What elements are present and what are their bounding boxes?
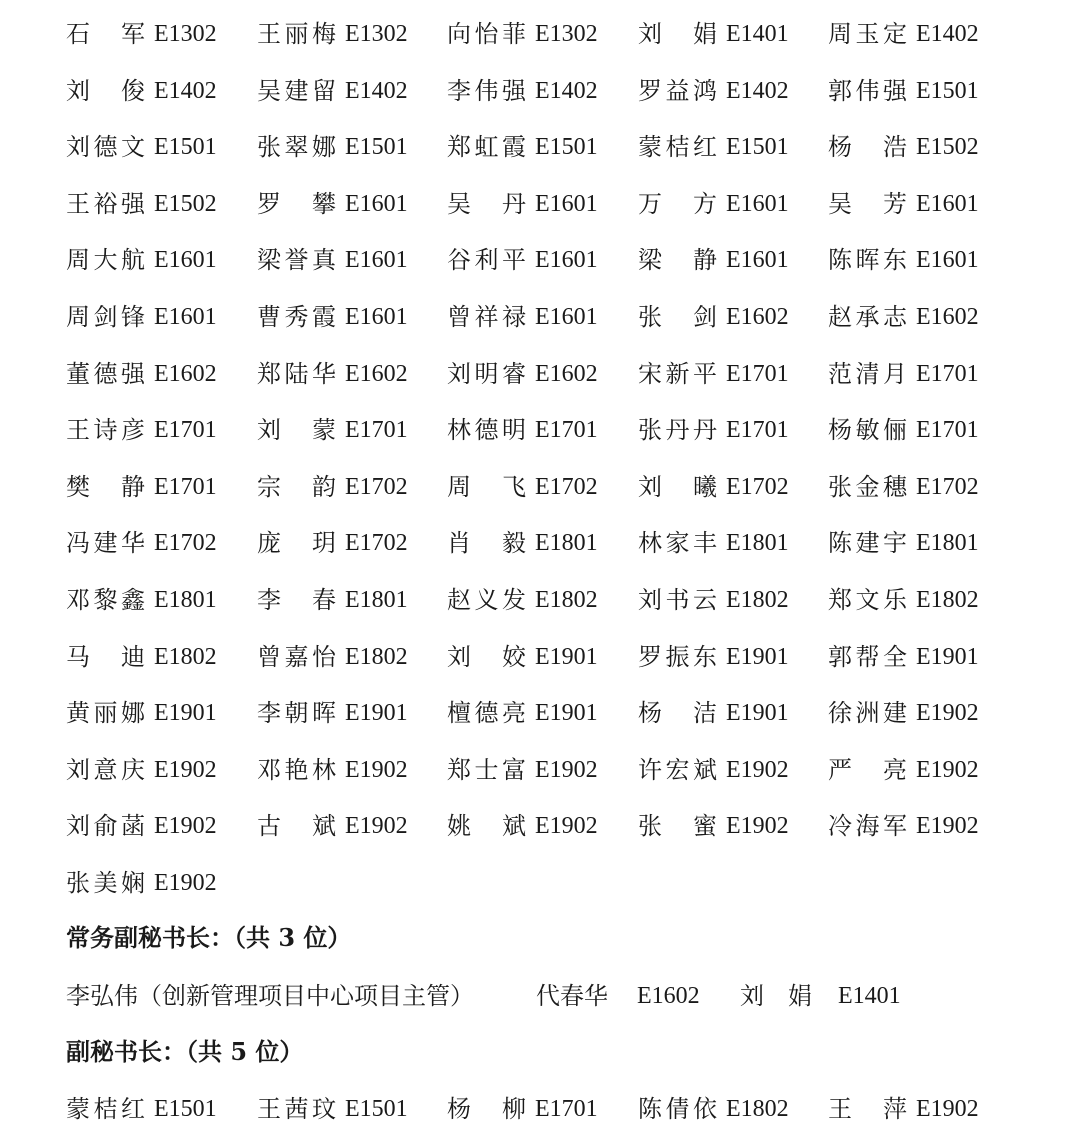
member-row <box>0 863 1080 903</box>
deputy-name: 王 萍 <box>828 1095 908 1123</box>
member-code: E1602 <box>154 361 217 387</box>
member-row <box>0 184 1080 224</box>
deputy-name: 王茜玟 <box>257 1095 337 1123</box>
member-code: E1502 <box>916 134 979 160</box>
member-name: 曾嘉怡 <box>257 643 337 671</box>
member-name: 范清月 <box>828 360 908 388</box>
member-code: E1701 <box>916 361 979 387</box>
member-name: 李 春 <box>257 586 337 614</box>
member-code: E1401 <box>726 21 789 47</box>
member-row <box>0 240 1080 280</box>
member-name: 冯建华 <box>66 529 146 557</box>
exec-deputy-person-3-name: 刘 娟 <box>740 982 812 1010</box>
member-code: E1801 <box>535 530 598 556</box>
member-code: E1902 <box>726 813 789 839</box>
member-name: 曹秀霞 <box>257 303 337 331</box>
member-name: 刘意庆 <box>66 756 146 784</box>
member-row <box>0 806 1080 846</box>
member-code: E1901 <box>345 700 408 726</box>
member-name: 周玉定 <box>828 20 908 48</box>
member-name: 古 斌 <box>257 812 337 840</box>
member-row <box>0 580 1080 620</box>
member-code: E1702 <box>726 474 789 500</box>
member-name: 刘德文 <box>66 133 146 161</box>
member-row <box>0 354 1080 394</box>
member-name: 王丽梅 <box>257 20 337 48</box>
member-code: E1701 <box>154 474 217 500</box>
member-row <box>0 637 1080 677</box>
deputy-code: E1802 <box>726 1096 789 1122</box>
deputy-code: E1501 <box>345 1096 408 1122</box>
member-code: E1602 <box>726 304 789 330</box>
member-code: E1601 <box>535 304 598 330</box>
member-code: E1602 <box>916 304 979 330</box>
member-code: E1602 <box>345 361 408 387</box>
member-name: 张翠娜 <box>257 133 337 161</box>
member-name: 郭伟强 <box>828 77 908 105</box>
member-name: 梁誉真 <box>257 246 337 274</box>
member-code: E1902 <box>154 870 217 896</box>
member-code: E1902 <box>345 757 408 783</box>
member-name: 庞 玥 <box>257 529 337 557</box>
member-name: 刘明睿 <box>447 360 527 388</box>
member-row <box>0 14 1080 54</box>
member-code: E1601 <box>726 247 789 273</box>
member-name: 周 飞 <box>447 473 527 501</box>
member-code: E1601 <box>726 191 789 217</box>
member-name: 林家丰 <box>638 529 718 557</box>
member-name: 刘 曦 <box>638 473 718 501</box>
member-row <box>0 297 1080 337</box>
deputy-row <box>0 1089 1080 1129</box>
member-code: E1901 <box>535 644 598 670</box>
member-name: 杨 浩 <box>828 133 908 161</box>
member-row <box>0 467 1080 507</box>
exec-deputy-person-1: 李弘伟（创新管理项目中心项目主管） <box>66 982 474 1010</box>
member-code: E1501 <box>535 134 598 160</box>
member-name: 冷海军 <box>828 812 908 840</box>
member-code: E1702 <box>345 474 408 500</box>
member-code: E1901 <box>726 700 789 726</box>
member-code: E1902 <box>154 813 217 839</box>
member-name: 李朝晖 <box>257 699 337 727</box>
member-name: 周剑锋 <box>66 303 146 331</box>
member-name: 郑士富 <box>447 756 527 784</box>
member-code: E1902 <box>154 757 217 783</box>
member-row <box>0 693 1080 733</box>
member-row <box>0 523 1080 563</box>
member-name: 王诗彦 <box>66 416 146 444</box>
member-name: 陈晖东 <box>828 246 908 274</box>
member-name: 肖 毅 <box>447 529 527 557</box>
member-code: E1701 <box>154 417 217 443</box>
member-code: E1601 <box>345 247 408 273</box>
member-row <box>0 127 1080 167</box>
member-code: E1802 <box>916 587 979 613</box>
deputy-name: 蒙桔红 <box>66 1095 146 1123</box>
member-code: E1801 <box>345 587 408 613</box>
member-code: E1802 <box>535 587 598 613</box>
member-name: 曾祥禄 <box>447 303 527 331</box>
member-row <box>0 750 1080 790</box>
member-name: 姚 斌 <box>447 812 527 840</box>
member-code: E1501 <box>916 78 979 104</box>
member-name: 谷利平 <box>447 246 527 274</box>
member-name: 郑文乐 <box>828 586 908 614</box>
deputy-name: 陈倩依 <box>638 1095 718 1123</box>
member-name: 严 亮 <box>828 756 908 784</box>
member-name: 刘 俊 <box>66 77 146 105</box>
member-code: E1702 <box>916 474 979 500</box>
member-name: 石 军 <box>66 20 146 48</box>
member-name: 吴 丹 <box>447 190 527 218</box>
member-code: E1902 <box>916 813 979 839</box>
member-name: 樊 静 <box>66 473 146 501</box>
member-code: E1902 <box>726 757 789 783</box>
exec-deputy-person-3-code: E1401 <box>838 983 901 1009</box>
member-name: 张 蜜 <box>638 812 718 840</box>
member-name: 林德明 <box>447 416 527 444</box>
member-name: 刘书云 <box>638 586 718 614</box>
member-code: E1701 <box>726 361 789 387</box>
member-name: 董德强 <box>66 360 146 388</box>
member-code: E1802 <box>345 644 408 670</box>
member-code: E1601 <box>154 247 217 273</box>
member-name: 蒙桔红 <box>638 133 718 161</box>
deputy-code: E1501 <box>154 1096 217 1122</box>
member-code: E1302 <box>345 21 408 47</box>
member-name: 杨敏俪 <box>828 416 908 444</box>
member-code: E1801 <box>916 530 979 556</box>
member-name: 宗 韵 <box>257 473 337 501</box>
exec-deputy-person-2-code: E1602 <box>637 983 700 1009</box>
member-name: 陈建宇 <box>828 529 908 557</box>
deputy-code: E1902 <box>916 1096 979 1122</box>
member-code: E1902 <box>916 700 979 726</box>
member-code: E1501 <box>154 134 217 160</box>
deputy-heading: 副秘书长：（共 5 位） <box>66 1037 304 1066</box>
member-name: 张美娴 <box>66 869 146 897</box>
member-code: E1901 <box>726 644 789 670</box>
member-name: 檀德亮 <box>447 699 527 727</box>
member-code: E1402 <box>916 21 979 47</box>
member-code: E1502 <box>154 191 217 217</box>
member-row <box>0 71 1080 111</box>
member-name: 马 迪 <box>66 643 146 671</box>
member-code: E1802 <box>154 644 217 670</box>
member-code: E1601 <box>345 304 408 330</box>
member-code: E1601 <box>154 304 217 330</box>
member-name: 罗益鸿 <box>638 77 718 105</box>
member-name: 赵义发 <box>447 586 527 614</box>
member-name: 郭帮全 <box>828 643 908 671</box>
member-code: E1902 <box>535 757 598 783</box>
member-name: 吴 芳 <box>828 190 908 218</box>
member-code: E1501 <box>345 134 408 160</box>
member-code: E1501 <box>726 134 789 160</box>
member-code: E1902 <box>345 813 408 839</box>
member-name: 万 方 <box>638 190 718 218</box>
member-name: 徐洲建 <box>828 699 908 727</box>
member-code: E1702 <box>345 530 408 556</box>
member-name: 刘 蒙 <box>257 416 337 444</box>
member-name: 周大航 <box>66 246 146 274</box>
member-name: 许宏斌 <box>638 756 718 784</box>
member-code: E1601 <box>916 191 979 217</box>
member-name: 张金穗 <box>828 473 908 501</box>
member-code: E1402 <box>154 78 217 104</box>
member-name: 王裕强 <box>66 190 146 218</box>
member-name: 张丹丹 <box>638 416 718 444</box>
member-name: 向怡菲 <box>447 20 527 48</box>
exec-deputy-heading: 常务副秘书长：（共 3 位） <box>66 923 352 952</box>
member-code: E1902 <box>916 757 979 783</box>
member-name: 杨 洁 <box>638 699 718 727</box>
member-code: E1402 <box>726 78 789 104</box>
member-code: E1801 <box>154 587 217 613</box>
member-name: 罗 攀 <box>257 190 337 218</box>
member-code: E1601 <box>345 191 408 217</box>
member-name: 刘 姣 <box>447 643 527 671</box>
member-name: 刘 娟 <box>638 20 718 48</box>
member-code: E1901 <box>535 700 598 726</box>
deputy-code: E1701 <box>535 1096 598 1122</box>
member-code: E1801 <box>726 530 789 556</box>
member-name: 邓艳林 <box>257 756 337 784</box>
member-name: 梁 静 <box>638 246 718 274</box>
exec-deputy-person-2-name: 代春华 <box>536 982 608 1010</box>
member-code: E1601 <box>535 247 598 273</box>
member-code: E1702 <box>154 530 217 556</box>
member-name: 黄丽娜 <box>66 699 146 727</box>
member-code: E1702 <box>535 474 598 500</box>
member-code: E1602 <box>535 361 598 387</box>
member-name: 郑虹霞 <box>447 133 527 161</box>
member-name: 邓黎鑫 <box>66 586 146 614</box>
member-code: E1701 <box>726 417 789 443</box>
member-name: 张 剑 <box>638 303 718 331</box>
member-name: 刘俞菡 <box>66 812 146 840</box>
member-code: E1402 <box>345 78 408 104</box>
member-code: E1302 <box>154 21 217 47</box>
member-code: E1601 <box>916 247 979 273</box>
member-name: 李伟强 <box>447 77 527 105</box>
member-code: E1802 <box>726 587 789 613</box>
member-code: E1902 <box>535 813 598 839</box>
member-code: E1402 <box>535 78 598 104</box>
member-code: E1701 <box>535 417 598 443</box>
member-name: 宋新平 <box>638 360 718 388</box>
member-code: E1701 <box>916 417 979 443</box>
member-name: 吴建留 <box>257 77 337 105</box>
member-code: E1701 <box>345 417 408 443</box>
member-row <box>0 410 1080 450</box>
member-code: E1302 <box>535 21 598 47</box>
deputy-name: 杨 柳 <box>447 1095 527 1123</box>
member-code: E1601 <box>535 191 598 217</box>
member-name: 罗振东 <box>638 643 718 671</box>
member-name: 郑陆华 <box>257 360 337 388</box>
member-code: E1901 <box>154 700 217 726</box>
member-code: E1901 <box>916 644 979 670</box>
member-name: 赵承志 <box>828 303 908 331</box>
